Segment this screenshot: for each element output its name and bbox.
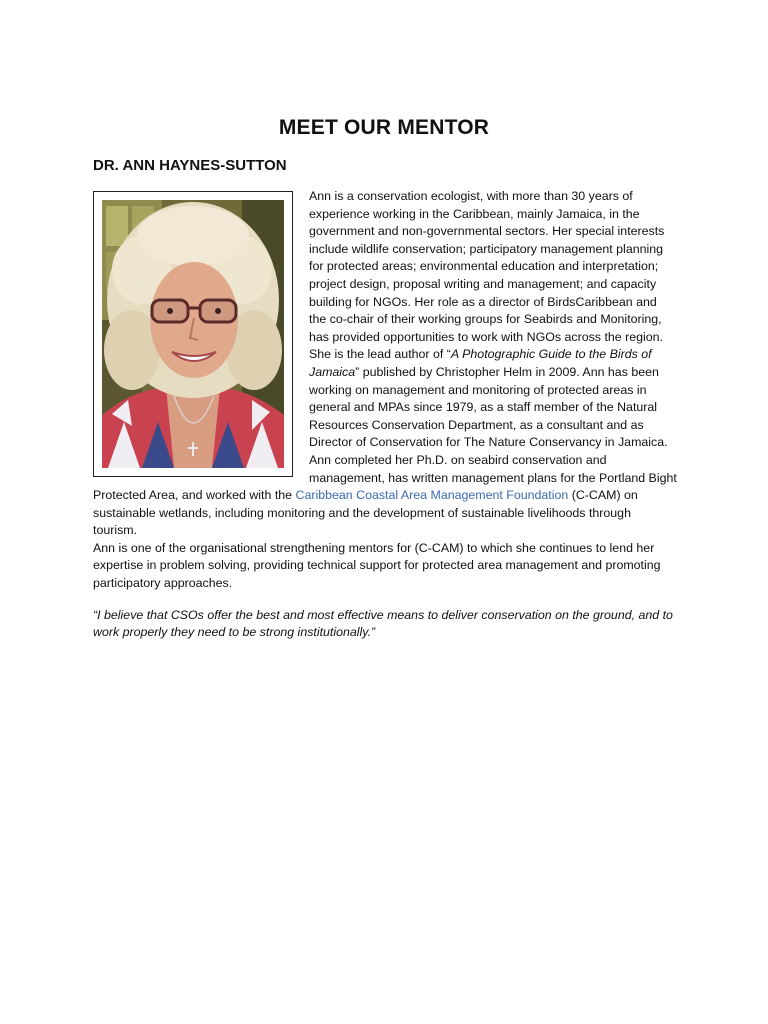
mentor-name-heading: DR. ANN HAYNES-SUTTON [93, 157, 287, 174]
portrait-photo-image [102, 200, 284, 468]
c-cam-link[interactable]: Caribbean Coastal Area Management Foundation [295, 488, 569, 503]
bio-text: (C-CAM) on sustainable wetlands, including monitoring and the development of sustainable livelihoods through tourism. [93, 488, 638, 538]
mentor-photo [93, 191, 293, 477]
bio-text: ” published by Christopher Helm in 2009. Ann has been working on management and monitoring of protected areas in general and MPAs since 1979, as a staff member of the Natural Resources Conservation Department, as a consultant and as Director of Conservation for The Nature Conservancy in Jamaica. Ann completed her Ph.D. on seabird conservation and management, has written management plans for the Portland Bight Protected Area, and worked with the [93, 364, 677, 503]
mentor-profile [93, 188, 677, 642]
bio-paragraph-2: Ann is one of the organisational strengthening mentors for (C-CAM) to which she continues to lend her expertise in problem solving, providing technical support for protected area management and promoting participatory approaches. [93, 540, 661, 591]
page-title: MEET OUR MENTOR [278, 116, 490, 139]
mentor-quote: “I believe that CSOs offer the best and most effective means to deliver conservation on the ground, and to work properly they need to be strong institutionally.” [93, 607, 673, 640]
bio-text: Ann is a conservation ecologist, with more than 30 years of experience working in the Caribbean, mainly Jamaica, in the government and non-governmental sectors. Her special interests include wildlife conservation; participatory management planning for protected areas; environmental education and interpretation; project design, proposal writing and management; and capacity building for NGOs. Her role as a director of BirdsCaribbean and the co-chair of their working groups for Seabirds and Monitoring, has provided opportunities to work with NGOs across the region. She is the lead author of “ [309, 189, 665, 362]
book-title: A Photographic Guide to the Birds of Jamaica [309, 347, 652, 379]
